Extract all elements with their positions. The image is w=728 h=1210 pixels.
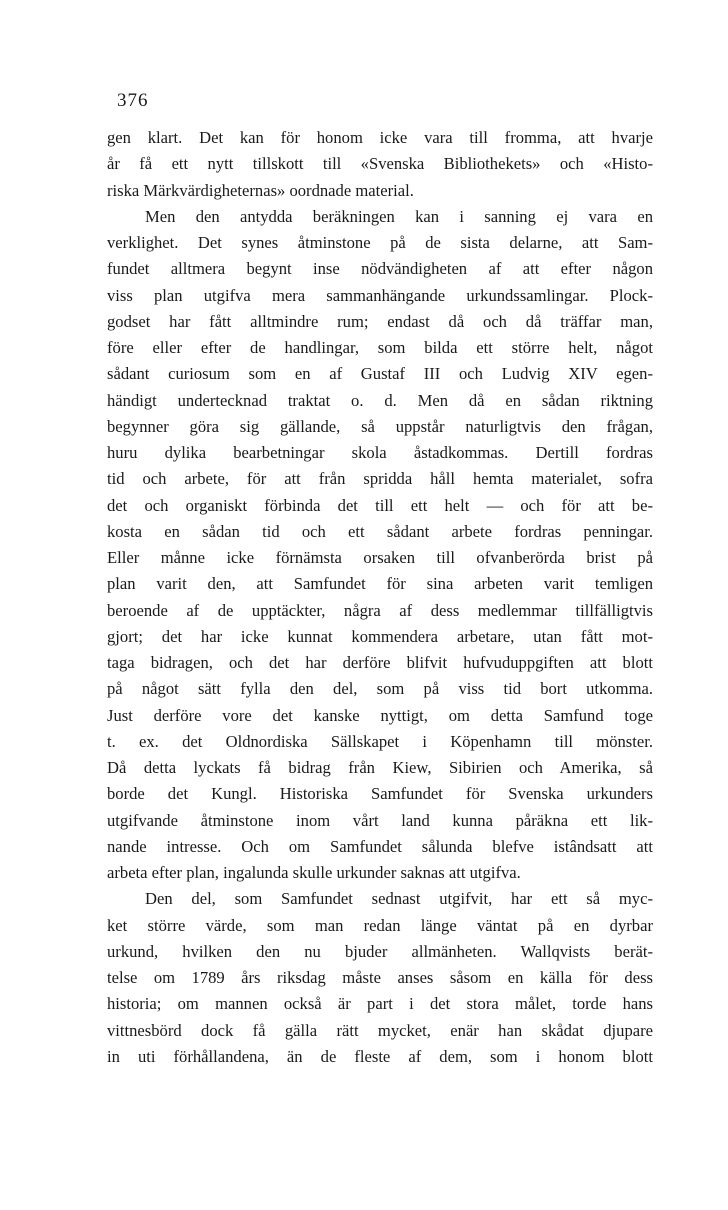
- text-line: borde det Kungl. Historiska Samfundet för Svenska urkunders: [107, 784, 653, 804]
- text-line: huru dylika bearbetningar skola åstadkommas. Dertill fordras: [107, 443, 653, 462]
- text-line: plan varit den, att Samfundet för sina arbeten varit temligen: [107, 574, 653, 594]
- text-line: före eller efter de handlingar, som bilda ett större helt, något: [107, 338, 653, 357]
- text-line: godset har fått alltmindre rum; endast då och då träffar man,: [107, 311, 653, 331]
- text-line: gen klart. Det kan för honom icke vara till fromma, att hvarje: [107, 128, 653, 147]
- text-line: Då detta lyckats få bidrag från Kiew, Sibirien och Amerika, så: [107, 758, 653, 777]
- text-line: arbeta efter plan, ingalunda skulle urkunder saknas att utgifva.: [107, 863, 521, 882]
- text-line: Just derföre vore det kanske nyttigt, om detta Samfund toge: [107, 705, 653, 725]
- text-line: telse om 1789 års riksdag måste anses såsom en källa för dess: [107, 968, 653, 987]
- text-line: tid och arbete, för att från spridda håll hemta materialet, sofra: [107, 469, 653, 489]
- body-text: [107, 125, 653, 1070]
- text-line: nande intresse. Och om Samfundet sålunda blefve istândsatt att: [107, 836, 653, 856]
- text-line: vittnesbörd dock få gälla rätt mycket, enär han skådat djupare: [107, 1020, 653, 1040]
- text-line: år få ett nytt tillskott till «Svenska Bibliothekets» och «Histo-: [107, 154, 653, 174]
- text-line: fundet alltmera begynt inse nödvändigheten af att efter någon: [107, 259, 653, 279]
- text-line: Eller månne icke förnämsta orsaken till ofvanberörda brist på: [107, 548, 653, 567]
- text-line: taga bidragen, och det har derföre blifvit hufvuduppgiften att blott: [107, 653, 653, 672]
- text-line: det och organiskt förbinda det till ett helt — och för att be-: [107, 495, 653, 515]
- text-line: utgifvande åtminstone inom vårt land kunna påräkna ett lik-: [107, 810, 653, 830]
- page-number: 376: [117, 90, 149, 111]
- text-line: gjort; det har icke kunnat kommendera arbetare, utan fått mot-: [107, 626, 653, 646]
- text-line: händigt undertecknad traktat o. d. Men då en sådan riktning: [107, 390, 653, 410]
- text-line: kosta en sådan tid och ett sådant arbete fordras penningar.: [107, 521, 653, 541]
- text-line: verklighet. Det synes åtminstone på de sista delarne, att Sam-: [107, 233, 653, 252]
- text-line: historia; om mannen också är part i det stora målet, torde hans: [107, 994, 653, 1014]
- text-line: Den del, som Samfundet sednast utgifvit, har ett så myc-: [145, 889, 653, 909]
- text-line: urkund, hvilken den nu bjuder allmänheten. Wallqvists berät-: [107, 941, 653, 961]
- text-line: sådant curiosum som en af Gustaf III och Ludvig XIV egen-: [107, 364, 653, 384]
- text-line: in uti förhållandena, än de fleste af dem, som i honom blott: [107, 1046, 653, 1066]
- text-line: viss plan utgifva mera sammanhängande urkundssamlingar. Plock-: [107, 285, 653, 305]
- text-line: Men den antydda beräkningen kan i sanning ej vara en: [145, 206, 653, 226]
- text-line: beroende af de upptäckter, några af dess medlemmar tillfälligtvis: [107, 600, 653, 620]
- text-line: ket större värde, som man redan länge väntat på en dyrbar: [107, 915, 653, 935]
- text-line: t. ex. det Oldnordiska Sällskapet i Köpenhamn till mönster.: [107, 731, 653, 751]
- text-line: begynner göra sig gällande, så uppstår naturligtvis den frågan,: [107, 416, 653, 436]
- text-line: på något sätt fylla den del, som på viss tid bort utkomma.: [107, 679, 653, 699]
- text-line: riska Märkvärdigheternas» oordnade material.: [107, 180, 414, 200]
